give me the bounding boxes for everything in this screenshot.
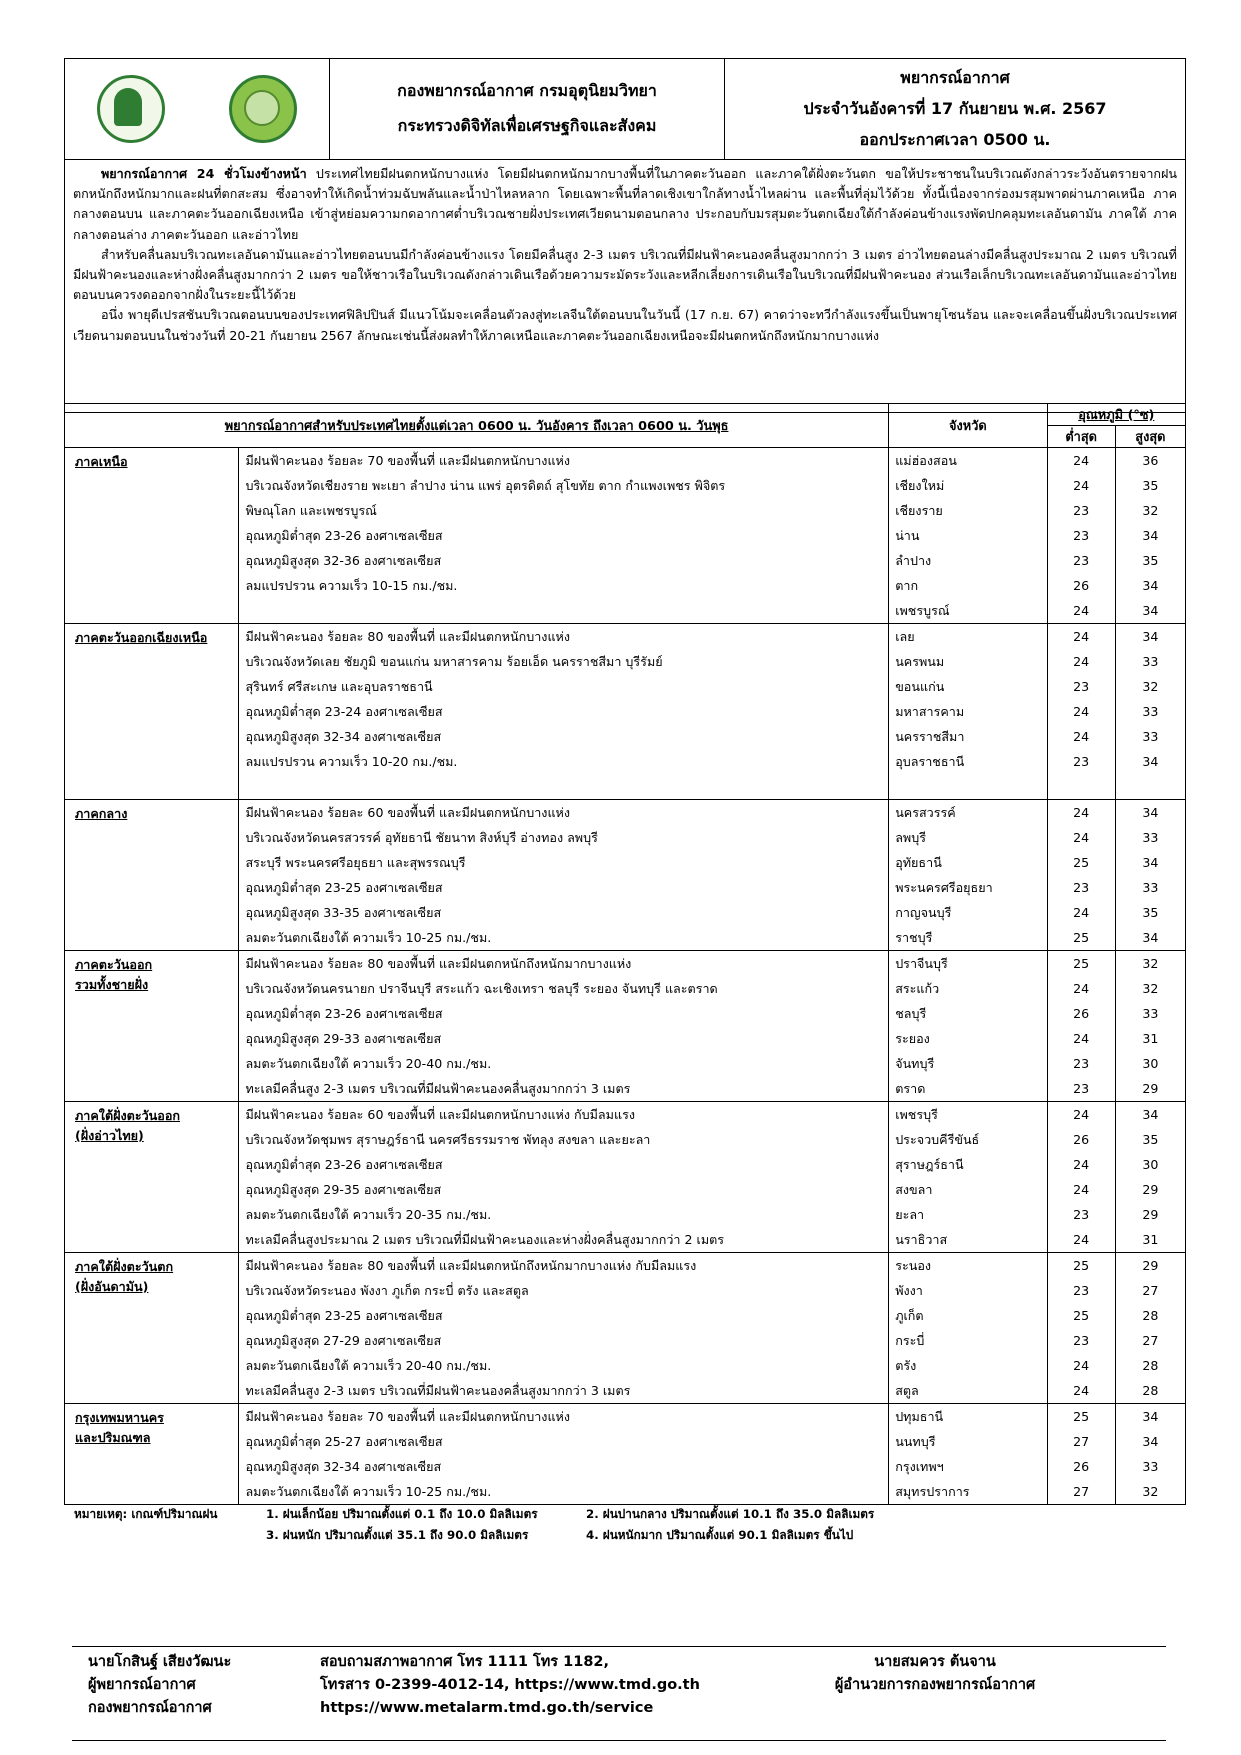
min-temp: 24: [1073, 1031, 1090, 1046]
max-temp: 35: [1142, 478, 1159, 493]
min-temp: 26: [1073, 1006, 1090, 1021]
province-name: เลย: [895, 629, 915, 644]
forecast-line: มีฝนฟ้าคะนอง ร้อยละ 60 ของพื้นที่ และมีฝนตกหนักบางแห่ง: [245, 805, 571, 820]
min-temp: 24: [1073, 830, 1090, 845]
storm-paragraph: อนึ่ง พายุดีเปรสชันบริเวณตอนบนของประเทศฟิลิปปินส์ มีแนวโน้มจะเคลื่อนตัวลงสู่ทะเลจีนใต้ตอนบนในวันนี้ (17 ก.ย. 67) คาดว่าจะทวีกำลังแรงขึ้นเป็นพายุโซนร้อน และจะเคลื่อนขึ้นฝั่งบริเวณประเทศเวียดนามตอนบนในช่วงวันที่ 20-21 กันยายน 2567 ลักษณะเช่นนี้ส่งผลทำให้ภาคเหนือและภาคตะวันออกเฉียงเหนือจะมีฝนตกหนักถึงหนักมากบางแห่ง: [73, 307, 1177, 343]
province-name: กรุงเทพฯ: [895, 1459, 944, 1474]
forecast-line-cell: [239, 1102, 889, 1253]
forecast-line: อุณหภูมิสูงสุด 32-34 องศาเซลเซียส: [245, 1459, 442, 1474]
doc-date: ประจำวันอังคารที่ 17 กันยายน พ.ศ. 2567: [803, 98, 1107, 118]
region-name: [65, 1253, 239, 1404]
min-temp: 23: [1073, 1056, 1090, 1071]
min-temp: 27: [1073, 1484, 1090, 1499]
forecast-line: สุรินทร์ ศรีสะเกษ และอุบลราชธานี: [245, 679, 433, 694]
max-temp-cell: [1115, 448, 1185, 624]
province-name: นครสวรรค์: [895, 805, 956, 820]
contact-service-link[interactable]: https://www.metalarm.tmd.go.th/service: [320, 1700, 654, 1716]
province-name: ภูเก็ต: [895, 1308, 924, 1323]
province-name: ชลบุรี: [895, 1006, 927, 1021]
forecast-line: อุณหภูมิต่ำสุด 23-26 องศาเซลเซียส: [245, 1006, 443, 1021]
tmd-logo: [229, 75, 297, 143]
province-name: เพชรบุรี: [895, 1107, 938, 1122]
region-row: [65, 448, 1186, 624]
org-name: กองพยากรณ์อากาศ กรมอุตุนิยมวิทยา: [397, 81, 657, 100]
min-temp: 24: [1073, 805, 1090, 820]
note-item: 4. ฝนหนักมาก ปริมาณตั้งแต่ 90.1 มิลลิเมตร ขึ้นไป: [586, 1528, 854, 1542]
max-temp: 32: [1142, 503, 1159, 518]
province-name: กระบี่: [895, 1333, 925, 1348]
contact-phone: สอบถามสภาพอากาศ โทร 1111 โทร 1182,: [320, 1654, 610, 1670]
min-temp: 23: [1073, 679, 1090, 694]
province-name: ปราจีนบุรี: [895, 956, 948, 971]
forecast-summary: [64, 158, 1186, 413]
max-temp-cell: [1115, 1404, 1185, 1505]
min-temp: [1048, 774, 1115, 799]
temperature-header: อุณหภูมิ (°ซ): [1047, 404, 1185, 426]
forecaster-name: นายโกสินฐ์ เสียงวัฒนะ: [88, 1654, 232, 1670]
max-temp: 31: [1142, 1232, 1159, 1247]
region-name: [65, 624, 239, 800]
max-temp: 33: [1142, 880, 1159, 895]
forecast-line: อุณหภูมิสูงสุด 33-35 องศาเซลเซียส: [245, 905, 442, 920]
min-temp: 23: [1073, 553, 1090, 568]
min-temp: 23: [1073, 528, 1090, 543]
max-temp: 34: [1142, 1434, 1159, 1449]
min-temp: 24: [1073, 1107, 1090, 1122]
forecast-line: ลมตะวันตกเฉียงใต้ ความเร็ว 20-35 กม./ชม.: [245, 1207, 492, 1222]
max-temp: 34: [1142, 528, 1159, 543]
min-temp: 24: [1073, 478, 1090, 493]
forecast-line: สระบุรี พระนครศรีอยุธยา และสุพรรณบุรี: [245, 855, 466, 870]
forecast-line: อุณหภูมิสูงสุด 32-34 องศาเซลเซียส: [245, 729, 442, 744]
min-temp: 24: [1073, 1182, 1090, 1197]
forecast-table: [64, 403, 1186, 1505]
table-title: พยากรณ์อากาศสำหรับประเทศไทยตั้งแต่เวลา 0600 น. วันอังคาร ถึงเวลา 0600 น. วันพุธ: [65, 404, 889, 448]
wave-paragraph: สำหรับคลื่นลมบริเวณทะเลอันดามันและอ่าวไทยตอนบนมีกำลังค่อนข้างแรง โดยมีคลื่นสูง 2-3 เมตร บริเวณที่มีฝนฟ้าคะนองคลื่นสูงมากกว่า 3 เมตร อ่าวไทยตอนล่างมีคลื่นสูงประมาณ 2 เมตร บริเวณที่มีฝนฟ้าคะนองและห่างฝั่งคลื่นสูงมากกว่า 2 เมตร ขอให้ชาวเรือในบริเวณดังกล่าวเดินเรือด้วยความระมัดระวังและหลีกเลี่ยงการเดินเรือในบริเวณที่มีฝนฟ้าคะนอง ส่วนเรือเล็กบริเวณทะเลอันดามันและอ่าวไทยตอนบนควรงดออกจากฝั่งในระยะนี้ไว้ด้วย: [73, 246, 1177, 303]
min-temp: 26: [1073, 578, 1090, 593]
forecast-line-cell: [239, 951, 889, 1102]
province-name: ปทุมธานี: [895, 1409, 944, 1424]
province-name: สุราษฎร์ธานี: [895, 1157, 964, 1172]
max-temp: 34: [1142, 629, 1159, 644]
region-label: ภาคใต้ฝั่งตะวันตก: [75, 1259, 174, 1274]
region-sublabel: รวมทั้งชายฝั่ง: [75, 977, 149, 992]
max-temp: 33: [1142, 1459, 1159, 1474]
forecast-line: มีฝนฟ้าคะนอง ร้อยละ 80 ของพื้นที่ และมีฝนตกหนักถึงหนักมากบางแห่ง: [245, 956, 632, 971]
max-temp: 32: [1142, 1484, 1159, 1499]
forecast-line: อุณหภูมิต่ำสุด 23-26 องศาเซลเซียส: [245, 1157, 443, 1172]
max-temp: 34: [1142, 855, 1159, 870]
region-sublabel: (ฝั่งอ่าวไทย): [75, 1128, 144, 1143]
province-name-cell: [889, 1404, 1047, 1505]
region-row: [65, 951, 1186, 1102]
max-temp: 29: [1142, 1182, 1159, 1197]
max-temp-cell: [1115, 1253, 1185, 1404]
max-temp: 29: [1142, 1081, 1159, 1096]
note-item: 3. ฝนหนัก ปริมาณตั้งแต่ 35.1 ถึง 90.0 มิลลิเมตร: [266, 1528, 529, 1542]
min-temp: 24: [1073, 1383, 1090, 1398]
max-temp-cell: [1115, 951, 1185, 1102]
max-temp-header: สูงสุด: [1115, 426, 1185, 448]
forecast-line: มีฝนฟ้าคะนอง ร้อยละ 80 ของพื้นที่ และมีฝนตกหนักถึงหนักมากบางแห่ง กับมีลมแรง: [245, 1258, 697, 1273]
summary-text: ประเทศไทยมีฝนตกหนักบางแห่ง โดยมีฝนตกหนักมากบางพื้นที่ในภาคตะวันออก และภาคใต้ฝั่งตะวันตก ขอให้ประชาชนในบริเวณดังกล่าวระวังอันตรายจากฝนตกหนักถึงหนักมากและฝนที่ตกสะสม ซึ่งอาจทำให้เกิดน้ำท่วมฉับพลันและน้ำป่าไหลหลาก โดยเฉพาะพื้นที่ลาดเชิงเขาใกล้ทางน้ำไหลผ่าน และพื้นที่ลุ่มไว้ด้วย ทั้งนี้เนื่องจากร่องมรสุมพาดผ่านภาคเหนือ ภาคกลางตอนบน และภาคตะวันออกเฉียงเหนือ เข้าสู่หย่อมความกดอากาศต่ำบริเวณชายฝั่งประเทศเวียดนามตอนกลาง ประกอบกับมรสุมตะวันตกเฉียงใต้กำลังค่อนข้างแรงพัดปกคลุมทะเลอันดามัน ภาคใต้ ภาคกลางตอนล่าง ภาคตะวันออก และอ่าวไทย: [73, 166, 1178, 242]
max-temp: 29: [1142, 1258, 1159, 1273]
note-item: 2. ฝนปานกลาง ปริมาณตั้งแต่ 10.1 ถึง 35.0 มิลลิเมตร: [586, 1507, 875, 1521]
forecast-line: อุณหภูมิต่ำสุด 23-24 องศาเซลเซียส: [245, 704, 443, 719]
province-name: นนทบุรี: [895, 1434, 936, 1449]
contact-info: [320, 1651, 700, 1720]
min-temp-cell: [1047, 951, 1115, 1102]
region-name: [65, 800, 239, 951]
province-name: ตราด: [895, 1081, 926, 1096]
forecast-line: บริเวณจังหวัดระนอง พังงา ภูเก็ต กระบี่ ตรัง และสตูล: [245, 1283, 529, 1298]
max-temp: 32: [1142, 679, 1159, 694]
forecast-line: มีฝนฟ้าคะนอง ร้อยละ 80 ของพื้นที่ และมีฝนตกหนักบางแห่ง: [245, 629, 571, 644]
province-name: จันทบุรี: [895, 1056, 935, 1071]
min-temp: 24: [1073, 981, 1090, 996]
min-temp: 25: [1073, 956, 1090, 971]
min-temp: 25: [1073, 1409, 1090, 1424]
min-temp-cell: [1047, 1404, 1115, 1505]
province-name: ลำปาง: [895, 553, 932, 568]
province-name: อุทัยธานี: [895, 855, 942, 870]
forecast-line: บริเวณจังหวัดชุมพร สุราษฎร์ธานี นครศรีธรรมราช พัทลุง สงขลา และยะลา: [245, 1132, 651, 1147]
province-name: สมุทรปราการ: [895, 1484, 970, 1499]
forecast-line: บริเวณจังหวัดเลย ชัยภูมิ ขอนแก่น มหาสารคาม ร้อยเอ็ด นครราชสีมา บุรีรัมย์: [245, 654, 663, 669]
min-temp-cell: [1047, 800, 1115, 951]
forecast-line: ลมแปรปรวน ความเร็ว 10-15 กม./ชม.: [245, 578, 458, 593]
ministry-logo: [97, 75, 165, 143]
max-temp: 28: [1142, 1358, 1159, 1373]
forecast-line: ลมแปรปรวน ความเร็ว 10-20 กม./ชม.: [245, 754, 458, 769]
max-temp: 35: [1142, 1132, 1159, 1147]
region-row: [65, 624, 1186, 800]
forecast-line: บริเวณจังหวัดนครนายก ปราจีนบุรี สระแก้ว ฉะเชิงเทรา ชลบุรี ระยอง จันทบุรี และตราด: [245, 981, 718, 996]
region-label: ภาคเหนือ: [75, 454, 128, 469]
forecast-line: มีฝนฟ้าคะนอง ร้อยละ 70 ของพื้นที่ และมีฝนตกหนักบางแห่ง: [245, 453, 571, 468]
region-label: กรุงเทพมหานคร: [75, 1410, 164, 1425]
province-name: พระนครศรีอยุธยา: [895, 880, 993, 895]
province-name: ราชบุรี: [895, 930, 933, 945]
issue-time: ออกประกาศเวลา 0500 น.: [859, 129, 1051, 149]
province-name: กาญจนบุรี: [895, 905, 952, 920]
max-temp: 32: [1142, 981, 1159, 996]
forecast-line-cell: [239, 1253, 889, 1404]
min-temp: 24: [1073, 1232, 1090, 1247]
max-temp: 34: [1142, 1409, 1159, 1424]
province-name: ตรัง: [895, 1358, 917, 1373]
min-temp: 23: [1073, 503, 1090, 518]
max-temp: 27: [1142, 1333, 1159, 1348]
province-name: มหาสารคาม: [895, 704, 965, 719]
max-temp: 33: [1142, 729, 1159, 744]
director-title: ผู้อำนวยการกองพยากรณ์อากาศ: [834, 1677, 1036, 1693]
province-name: ยะลา: [895, 1207, 925, 1222]
province-name: เพชรบูรณ์: [895, 603, 950, 618]
region-name: [65, 951, 239, 1102]
max-temp: 36: [1142, 453, 1159, 468]
forecast-line-cell: [239, 1404, 889, 1505]
region-label: ภาคกลาง: [75, 806, 128, 821]
director-signature: [800, 1651, 1070, 1697]
forecast-line: ลมตะวันตกเฉียงใต้ ความเร็ว 10-25 กม./ชม.: [245, 930, 492, 945]
forecast-line: ทะเลมีคลื่นสูง 2-3 เมตร บริเวณที่มีฝนฟ้าคะนองคลื่นสูงมากกว่า 3 เมตร: [245, 1081, 631, 1096]
province-name: นครพนม: [895, 654, 945, 669]
forecast-line: [239, 774, 888, 799]
forecast-line-cell: [239, 800, 889, 951]
min-temp: 23: [1073, 1081, 1090, 1096]
max-temp: 35: [1142, 553, 1159, 568]
region-sublabel: และปริมณฑล: [75, 1430, 151, 1445]
forecast-line-cell: [239, 448, 889, 624]
forecast-line-cell: [239, 624, 889, 800]
region-label: ภาคตะวันออก: [75, 957, 153, 972]
contact-fax-web: โทรสาร 0-2399-4012-14, https://www.tmd.go.th: [320, 1677, 700, 1693]
province-name-cell: [889, 1102, 1047, 1253]
title-block: [725, 59, 1185, 159]
min-temp: 25: [1073, 1308, 1090, 1323]
forecast-line: มีฝนฟ้าคะนอง ร้อยละ 70 ของพื้นที่ และมีฝนตกหนักบางแห่ง: [245, 1409, 571, 1424]
province-name: ตาก: [895, 578, 919, 593]
forecast-line: ทะเลมีคลื่นสูงประมาณ 2 เมตร บริเวณที่มีฝนฟ้าคะนองและห่างฝั่งคลื่นสูงมากกว่า 2 เมตร: [245, 1232, 725, 1247]
min-temp: 25: [1073, 855, 1090, 870]
region-sublabel: (ฝั่งอันดามัน): [75, 1279, 149, 1294]
province-name: เชียงใหม่: [895, 478, 945, 493]
forecast-line: อุณหภูมิสูงสุด 29-35 องศาเซลเซียส: [245, 1182, 442, 1197]
max-temp: 33: [1142, 830, 1159, 845]
max-temp: 34: [1142, 603, 1159, 618]
region-name: [65, 448, 239, 624]
min-temp: 26: [1073, 1132, 1090, 1147]
document-header: [64, 58, 1186, 160]
doc-title: พยากรณ์อากาศ: [900, 67, 1010, 87]
region-name: [65, 1404, 239, 1505]
province-name: ระนอง: [895, 1258, 932, 1273]
min-temp: 27: [1073, 1434, 1090, 1449]
forecast-line: [239, 598, 888, 623]
max-temp: 30: [1142, 1056, 1159, 1071]
forecast-line: อุณหภูมิสูงสุด 29-33 องศาเซลเซียส: [245, 1031, 442, 1046]
max-temp-cell: [1115, 1102, 1185, 1253]
note-item: 1. ฝนเล็กน้อย ปริมาณตั้งแต่ 0.1 ถึง 10.0 มิลลิเมตร: [266, 1507, 538, 1521]
province-name: นครราชสีมา: [895, 729, 965, 744]
province-name: ประจวบคีรีขันธ์: [895, 1132, 980, 1147]
province-name: น่าน: [895, 528, 920, 543]
min-temp-cell: [1047, 448, 1115, 624]
min-temp: 24: [1073, 654, 1090, 669]
min-temp: 23: [1073, 754, 1090, 769]
province-name-cell: [889, 624, 1047, 800]
max-temp: 34: [1142, 754, 1159, 769]
region-label: ภาคใต้ฝั่งตะวันออก: [75, 1108, 181, 1123]
max-temp: 27: [1142, 1283, 1159, 1298]
director-name: นายสมควร ต้นจาน: [874, 1654, 996, 1670]
min-temp: 23: [1073, 1283, 1090, 1298]
min-temp: 24: [1073, 1358, 1090, 1373]
forecast-line: อุณหภูมิสูงสุด 27-29 องศาเซลเซียส: [245, 1333, 442, 1348]
max-temp-cell: [1115, 624, 1185, 800]
province-name: สงขลา: [895, 1182, 933, 1197]
forecast-line: อุณหภูมิต่ำสุด 23-26 องศาเซลเซียส: [245, 528, 443, 543]
province-name-cell: [889, 800, 1047, 951]
min-temp: 24: [1073, 629, 1090, 644]
forecast-line: บริเวณจังหวัดนครสวรรค์ อุทัยธานี ชัยนาท สิงห์บุรี อ่างทอง ลพบุรี: [245, 830, 598, 845]
province-name-cell: [889, 1253, 1047, 1404]
province-name: สตูล: [895, 1383, 919, 1398]
max-temp: 33: [1142, 654, 1159, 669]
forecast-line: อุณหภูมิต่ำสุด 25-27 องศาเซลเซียส: [245, 1434, 443, 1449]
max-temp: 34: [1142, 1107, 1159, 1122]
province-name: ขอนแก่น: [895, 679, 945, 694]
max-temp: [1116, 774, 1185, 799]
summary-paragraph-1: [73, 164, 1177, 245]
summary-lead: พยากรณ์อากาศ 24 ชั่วโมงข้างหน้า: [101, 166, 307, 181]
province-name: พังงา: [895, 1283, 923, 1298]
province-name: [889, 774, 1046, 799]
ministry-name: กระทรวงดิจิทัลเพื่อเศรษฐกิจและสังคม: [397, 116, 657, 135]
region-row: [65, 1102, 1186, 1253]
forecast-line: ทะเลมีคลื่นสูง 2-3 เมตร บริเวณที่มีฝนฟ้าคะนองคลื่นสูงมากกว่า 3 เมตร: [245, 1383, 631, 1398]
province-name-cell: [889, 951, 1047, 1102]
region-label: ภาคตะวันออกเฉียงเหนือ: [75, 630, 208, 645]
forecaster-role: ผู้พยากรณ์อากาศ: [88, 1677, 196, 1693]
max-temp: 32: [1142, 956, 1159, 971]
min-temp-header: ต่ำสุด: [1047, 426, 1115, 448]
province-name: เชียงราย: [895, 503, 943, 518]
org-block: [330, 59, 725, 159]
max-temp: 34: [1142, 578, 1159, 593]
forecaster-signature: [88, 1651, 231, 1720]
min-temp: 25: [1073, 930, 1090, 945]
region-name: [65, 1102, 239, 1253]
min-temp-cell: [1047, 1253, 1115, 1404]
max-temp: 33: [1142, 704, 1159, 719]
region-row: [65, 1253, 1186, 1404]
forecast-line: อุณหภูมิต่ำสุด 23-25 องศาเซลเซียส: [245, 1308, 443, 1323]
forecast-line: อุณหภูมิต่ำสุด 23-25 องศาเซลเซียส: [245, 880, 443, 895]
max-temp: 29: [1142, 1207, 1159, 1222]
forecast-line: ลมตะวันตกเฉียงใต้ ความเร็ว 10-25 กม./ชม.: [245, 1484, 492, 1499]
max-temp: 30: [1142, 1157, 1159, 1172]
max-temp: 33: [1142, 1006, 1159, 1021]
min-temp: 24: [1073, 729, 1090, 744]
region-row: [65, 800, 1186, 951]
forecast-line: พิษณุโลก และเพชรบูรณ์: [245, 503, 377, 518]
region-row: [65, 1404, 1186, 1505]
max-temp: 34: [1142, 930, 1159, 945]
forecast-line: มีฝนฟ้าคะนอง ร้อยละ 60 ของพื้นที่ และมีฝนตกหนักบางแห่ง กับมีลมแรง: [245, 1107, 635, 1122]
min-temp: 25: [1073, 1258, 1090, 1273]
max-temp: 31: [1142, 1031, 1159, 1046]
province-header: จังหวัด: [889, 404, 1047, 448]
province-name: ลพบุรี: [895, 830, 926, 845]
forecaster-division: กองพยากรณ์อากาศ: [88, 1700, 212, 1716]
province-name: สระแก้ว: [895, 981, 940, 996]
max-temp: 28: [1142, 1383, 1159, 1398]
logo-area: [65, 59, 330, 159]
rain-criteria-note: [74, 1505, 926, 1545]
min-temp: 24: [1073, 1157, 1090, 1172]
max-temp: 34: [1142, 805, 1159, 820]
forecast-line: บริเวณจังหวัดเชียงราย พะเยา ลำปาง น่าน แพร่ อุตรดิตถ์ สุโขทัย ตาก กำแพงเพชร พิจิตร: [245, 478, 726, 493]
province-name: นราธิวาส: [895, 1232, 948, 1247]
footer-divider-top: [72, 1646, 1166, 1647]
province-name: แม่ฮ่องสอน: [895, 453, 957, 468]
province-name: ระยอง: [895, 1031, 930, 1046]
min-temp: 24: [1073, 603, 1090, 618]
min-temp-cell: [1047, 1102, 1115, 1253]
note-label: หมายเหตุ: เกณฑ์ปริมาณฝน: [74, 1507, 218, 1521]
min-temp: 23: [1073, 1333, 1090, 1348]
province-name: อุบลราชธานี: [895, 754, 965, 769]
forecast-line: ลมตะวันตกเฉียงใต้ ความเร็ว 20-40 กม./ชม.: [245, 1358, 492, 1373]
min-temp: 26: [1073, 1459, 1090, 1474]
max-temp: 28: [1142, 1308, 1159, 1323]
forecast-line: อุณหภูมิสูงสุด 32-36 องศาเซลเซียส: [245, 553, 442, 568]
min-temp: 24: [1073, 704, 1090, 719]
province-name-cell: [889, 448, 1047, 624]
min-temp: 24: [1073, 453, 1090, 468]
footer-divider-bottom: [72, 1740, 1166, 1741]
max-temp: 35: [1142, 905, 1159, 920]
min-temp: 23: [1073, 1207, 1090, 1222]
min-temp-cell: [1047, 624, 1115, 800]
min-temp: 23: [1073, 880, 1090, 895]
min-temp: 24: [1073, 905, 1090, 920]
max-temp-cell: [1115, 800, 1185, 951]
forecast-line: ลมตะวันตกเฉียงใต้ ความเร็ว 20-40 กม./ชม.: [245, 1056, 492, 1071]
